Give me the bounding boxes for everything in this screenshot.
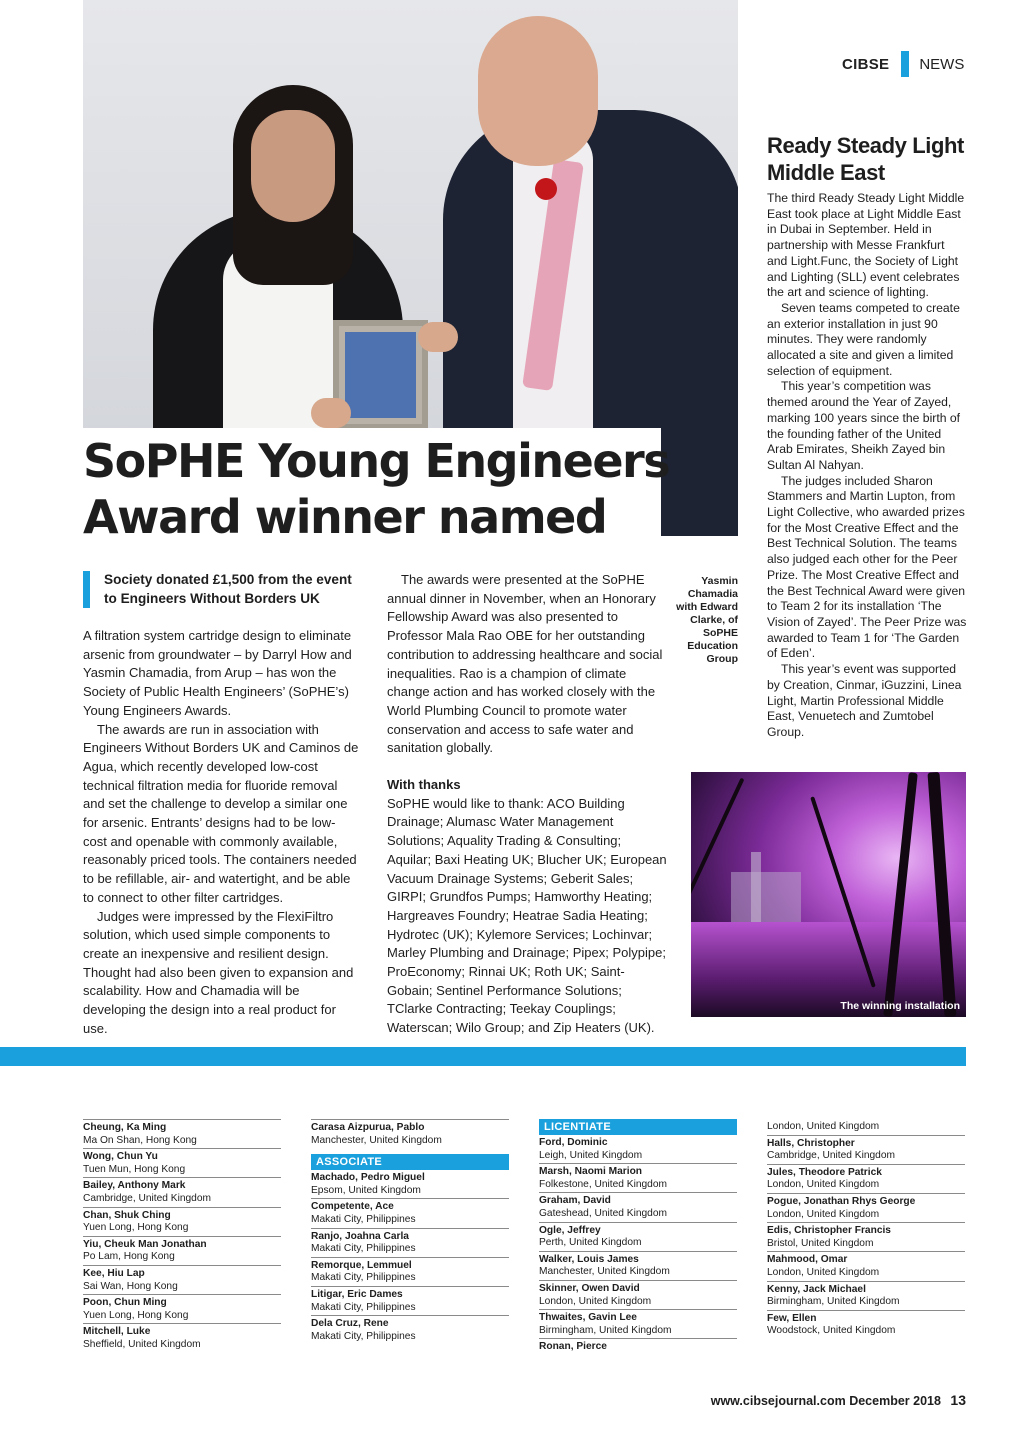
member-name: Cheung, Ka Ming — [83, 1122, 167, 1133]
list-item — [311, 1257, 509, 1286]
list-item — [83, 1119, 281, 1148]
member-name: Thwaites, Gavin Lee — [539, 1312, 637, 1324]
member-location: Po Lam, Hong Kong — [83, 1251, 175, 1263]
member-location: Makati City, Philippines — [311, 1213, 416, 1225]
members-column-2 — [311, 1119, 509, 1344]
sidebar-body — [767, 191, 967, 741]
member-location: London, United Kingdom — [539, 1295, 652, 1307]
footer-url: www.cibsejournal.com — [710, 1394, 846, 1408]
member-location: Gateshead, United Kingdom — [539, 1207, 667, 1219]
member-location: Woodstock, United Kingdom — [767, 1325, 896, 1337]
list-item — [767, 1193, 965, 1222]
article-paragraph: The awards were presented at the SoPHE annual dinner in November, when an Honorary Fellowship Award was also presented to Professor Mala Rao OBE for her outstanding contribution to addressing healthcare and social inequalities. Rao is a champion of climate change action and has worked closely with the World Plumbing Council to promote water conservation and access to safe water and sanitation globally. — [387, 572, 663, 756]
poppy-icon — [535, 178, 557, 200]
list-item — [767, 1281, 965, 1310]
member-name: Few, Ellen — [767, 1312, 817, 1324]
list-item — [767, 1310, 965, 1339]
list-item — [311, 1170, 509, 1198]
member-location: Ma On Shan, Hong Kong — [83, 1134, 197, 1146]
list-item — [767, 1251, 965, 1280]
list-item — [83, 1148, 281, 1177]
member-location: Yuen Long, Hong Kong — [83, 1309, 189, 1321]
page-number: 13 — [950, 1392, 966, 1408]
list-item — [767, 1119, 965, 1135]
sidebar-paragraph: Seven teams competed to create an exterior installation in just 90 minutes. They were randomly allocated a site and given a limited selection of equipment. — [767, 300, 960, 378]
sidebar-paragraph: This year’s event was supported by Creation, Cinmar, iGuzzini, Linea Light, Martin Professional Middle East, Venuetech and Zumtobel Group. — [767, 662, 962, 739]
member-name: Edis, Christopher Francis — [767, 1225, 891, 1237]
member-name: Kenny, Jack Michael — [767, 1283, 866, 1295]
header-accent-bar — [901, 51, 909, 77]
member-location: Sai Wan, Hong Kong — [83, 1280, 178, 1292]
section-header — [842, 50, 964, 78]
list-item — [311, 1228, 509, 1257]
member-location: Makati City, Philippines — [311, 1243, 416, 1255]
member-name: Chan, Shuk Ching — [83, 1209, 171, 1221]
list-item — [767, 1222, 965, 1251]
member-name: Litigar, Eric Dames — [311, 1288, 403, 1300]
category-label-associate: ASSOCIATE — [311, 1154, 509, 1170]
list-item — [83, 1207, 281, 1236]
list-item — [311, 1119, 509, 1148]
member-location: Leigh, United Kingdom — [539, 1149, 643, 1161]
member-name: Bailey, Anthony Mark — [83, 1180, 186, 1192]
article-paragraph: A filtration system cartridge design to eliminate arsenic from groundwater – by Darryl How and Yasmin Chamadia, from Arup – has won the Society of Public Health Engineers’ (SoPHE’s) Young Engineers Awards. — [83, 628, 352, 718]
member-name: Walker, Louis James — [539, 1253, 639, 1265]
sidebar-paragraph: The third Ready Steady Light Middle East took place at Light Middle East in Dubai in September. Held in partnership with Messe Frankfurt and Light.Func, the Society of Light and Lighting (SLL) event celebrates the art and science of lighting. — [767, 191, 965, 300]
sidebar-paragraph: This year’s competition was themed around the Year of Zayed, marking 100 years since the birth of the founding father of the United Arab Emirates, Sheikh Zayed bin Sultan Al Nahyan. — [767, 379, 961, 472]
member-location: Perth, United Kingdom — [539, 1237, 642, 1249]
member-name: Machado, Pedro Miguel — [311, 1172, 425, 1184]
photo-hand — [311, 398, 351, 428]
article-paragraph: Judges were impressed by the FlexiFiltro solution, which used simple components to create an inexpensive and resilient design. Thought had also been given to expansion and scalability. How and Chamadia will be developing the design into a real product for use. — [83, 908, 354, 1036]
photo-tower — [751, 852, 761, 932]
member-name: Remorque, Lemmuel — [311, 1259, 412, 1271]
member-location: London, United Kingdom — [767, 1266, 880, 1278]
list-item — [83, 1294, 281, 1323]
member-name: Halls, Christopher — [767, 1137, 855, 1149]
member-location: London, United Kingdom — [767, 1208, 880, 1220]
member-name: Yiu, Cheuk Man Jonathan — [83, 1238, 207, 1250]
members-column-3 — [539, 1119, 737, 1355]
list-item — [539, 1163, 737, 1192]
member-location: Epsom, United Kingdom — [311, 1184, 421, 1196]
member-name: Mitchell, Luke — [83, 1326, 151, 1338]
member-name: Ranjo, Joahna Carla — [311, 1230, 409, 1242]
list-item — [311, 1315, 509, 1344]
article-standfirst: Society donated £1,500 from the event to Engineers Without Borders UK — [83, 571, 363, 608]
sidebar-title: Ready Steady Light Middle East — [767, 133, 964, 185]
member-location: Folkestone, United Kingdom — [539, 1178, 667, 1190]
member-name: Competente, Ace — [311, 1201, 394, 1213]
member-name: Ford, Dominic — [539, 1137, 608, 1148]
photo-caption: Yasmin Chamadia with Edward Clarke, of SoPHE Education Group — [676, 575, 738, 665]
member-name: Carasa Aizpurua, Pablo — [311, 1122, 425, 1133]
member-location: Cambridge, United Kingdom — [767, 1150, 895, 1162]
sidebar-paragraph: The judges included Sharon Stammers and Martin Lupton, from Light Collective, who awarded prizes for the Most Creative Effect and the Best Technical Solution. The teams also judged each other for the Peer Prize. The Most Creative Effect and the Best Technical Award were given to Team 2 for its installation ‘The Vision of Zayed’. The Peer Prize was awarded to Team 1 for ‘The Garden of Eden’. — [767, 473, 967, 661]
member-name: Dela Cruz, Rene — [311, 1318, 389, 1330]
page-footer — [711, 1392, 966, 1408]
member-location: Birmingham, United Kingdom — [539, 1324, 672, 1336]
thanks-heading: With thanks — [387, 777, 461, 793]
list-item — [767, 1164, 965, 1193]
category-label-licentiate: LICENTIATE — [539, 1119, 737, 1135]
member-name: Wong, Chun Yu — [83, 1151, 158, 1163]
installation-photo — [691, 772, 966, 1017]
list-item — [539, 1251, 737, 1280]
member-location: Manchester, United Kingdom — [539, 1266, 670, 1278]
member-location: Tuen Mun, Hong Kong — [83, 1163, 186, 1175]
list-item — [83, 1323, 281, 1352]
photo-hand — [418, 322, 458, 352]
list-item — [539, 1222, 737, 1251]
brand-label: CIBSE — [842, 55, 890, 73]
member-location: Makati City, Philippines — [311, 1272, 416, 1284]
article-headline: SoPHE Young Engineers Award winner named — [83, 434, 670, 544]
list-item — [83, 1265, 281, 1294]
footer-date: December 2018 — [849, 1394, 941, 1408]
article-paragraph: The awards are run in association with Engineers Without Borders UK and Caminos de Agua, which recently developed low-cost technical filtration media for fluoride removal and set the challenge to develop a similar one for arsenic. Entrants’ designs had to be low-cost and openable with commonly available, reasonably priced tools. The containers needed to be refillable, air- and watertight, and be able to connect to other filter cartridges. — [83, 721, 359, 905]
list-item — [539, 1309, 737, 1338]
list-item — [539, 1338, 737, 1355]
photo-man-face — [478, 16, 598, 166]
list-item — [767, 1135, 965, 1164]
member-location: Yuen Long, Hong Kong — [83, 1222, 189, 1234]
article-column-1 — [83, 627, 359, 1038]
member-name: Jules, Theodore Patrick — [767, 1166, 882, 1178]
member-location: London, United Kingdom — [767, 1179, 880, 1191]
member-name: Marsh, Naomi Marion — [539, 1166, 643, 1178]
section-label: NEWS — [919, 55, 965, 73]
member-name: Kee, Hiu Lap — [83, 1267, 145, 1279]
list-item — [311, 1198, 509, 1227]
thanks-text: SoPHE would like to thank: ACO Building Drainage; Alumasc Water Management Solutions; Aquality Trading & Consulting; Aquilar; Baxi Heating UK; Blucher UK; European Vacuum Drainage Systems; Geberit Sales; GIRPI; Grundfos Pumps; Hamworthy Heating; Hargreaves Foundry; Heatrae Sadia Heating; Hydrotec (UK); Kylemore Services; Lochinvar; Marley Plumbing and Drainage; Pipex; Polypipe; ProEconomy; Rinnai UK; Roth UK; Saint-Gobain; Sentinel Performance Solutions; TClarke Contracting; Teekay Couplings; Waterscan; Wilo Group; and Zip Heaters (UK). — [387, 795, 667, 1036]
award-plaque-certificate — [345, 332, 416, 418]
list-item — [539, 1280, 737, 1309]
members-column-4 — [767, 1119, 965, 1339]
member-name: Ogle, Jeffrey — [539, 1224, 601, 1236]
member-location: Sheffield, United Kingdom — [83, 1338, 201, 1350]
installation-caption: The winning installation — [840, 1000, 960, 1012]
member-location: Bristol, United Kingdom — [767, 1237, 874, 1249]
member-location: Cambridge, United Kingdom — [83, 1192, 211, 1204]
list-item — [539, 1135, 737, 1163]
member-location: Makati City, Philippines — [311, 1330, 416, 1342]
list-item — [539, 1192, 737, 1221]
member-location: London, United Kingdom — [767, 1121, 880, 1132]
member-name: Skinner, Owen David — [539, 1282, 640, 1294]
members-column-1 — [83, 1119, 281, 1353]
article-column-2 — [387, 571, 667, 1038]
member-location: Manchester, United Kingdom — [311, 1134, 442, 1146]
list-item — [83, 1177, 281, 1206]
list-item — [311, 1286, 509, 1315]
list-item — [83, 1236, 281, 1265]
member-name: Mahmood, Omar — [767, 1254, 848, 1266]
member-name: Pogue, Jonathan Rhys George — [767, 1195, 916, 1207]
member-name: Poon, Chun Ming — [83, 1297, 167, 1309]
photo-woman-face — [251, 110, 335, 222]
member-name: Graham, David — [539, 1195, 611, 1207]
member-location: Makati City, Philippines — [311, 1301, 416, 1313]
member-name: Ronan, Pierce — [539, 1341, 607, 1353]
member-location: Birmingham, United Kingdom — [767, 1296, 900, 1308]
section-divider-band — [0, 1047, 966, 1066]
